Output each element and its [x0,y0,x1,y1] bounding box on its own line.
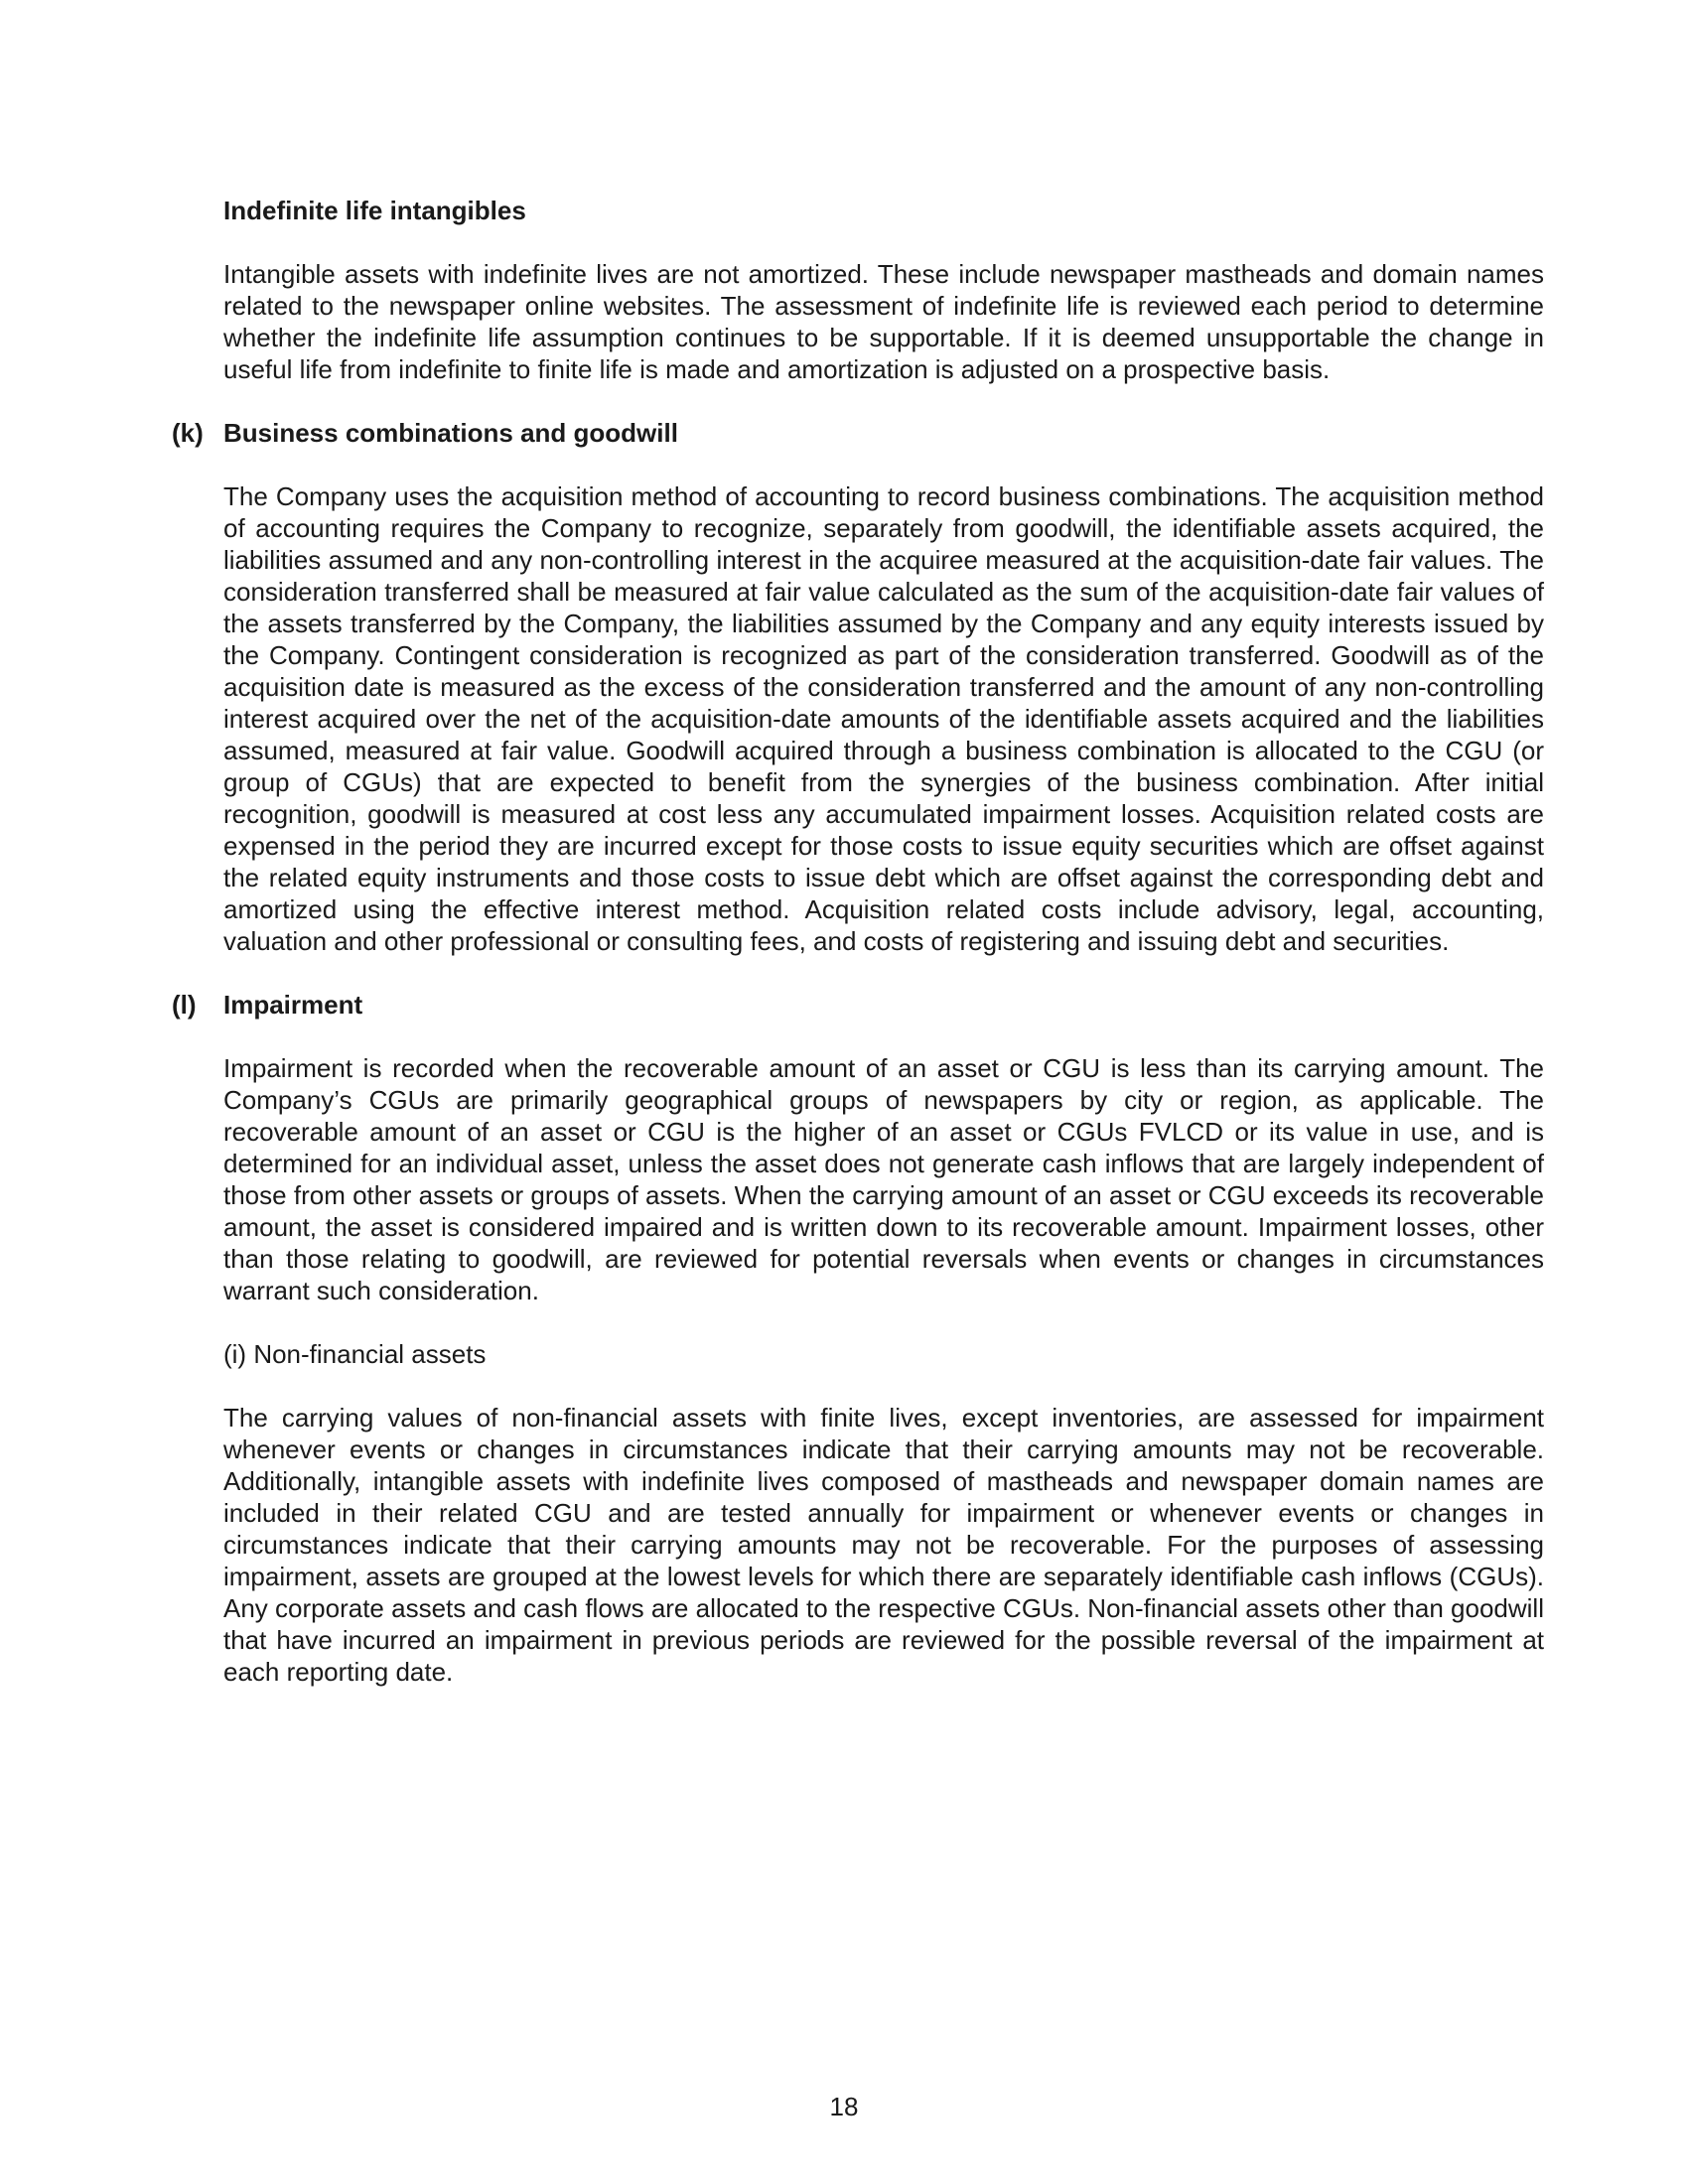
page-content [172,195,1544,1688]
indefinite-life-paragraph: Intangible assets with indefinite lives are not amortized. These include newspaper mastheads and domain names related to the newspaper online websites. The assessment of indefinite life is reviewed each period to determine whether the indefinite life assumption continues to be supportable. If it is deemed unsupportable the change in useful life from indefinite to finite life is made and amortization is adjusted on a prospective basis. [223,259,1544,384]
indefinite-life-heading: Indefinite life intangibles [223,196,526,225]
page-number: 18 [829,2092,859,2121]
non-financial-assets-paragraph: The carrying values of non-financial assets with finite lives, except inventories, are assessed for impairment whenever events or changes in circumstances indicate that their carrying amounts may not be recoverable. Additionally, intangible assets with indefinite lives composed of mastheads and newspaper domain names are included in their related CGU and are tested annually for impairment or whenever events or changes in circumstances indicate that their carrying amounts may not be recoverable. For the purposes of assessing impairment, assets are grouped at the lowest levels for which there are separately identifiable cash inflows (CGUs). Any corporate assets and cash flows are allocated to the respective CGUs. Non-financial assets other than goodwill that have incurred an impairment in previous periods are reviewed for the possible reversal of the impairment at each reporting date. [223,1403,1544,1687]
business-combinations-paragraph: The Company uses the acquisition method of accounting to record business combinations. The acquisition method of accounting requires the Company to recognize, separately from goodwill, the identifiable assets acquired, the liabilities assumed and any non-controlling interest in the acquiree measured at the acquisition-date fair values. The consideration transferred shall be measured at fair value calculated as the sum of the acquisition-date fair values of the assets transferred by the Company, the liabilities assumed by the Company and any equity interests issued by the Company. Contingent consideration is recognized as part of the consideration transferred. Goodwill as of the acquisition date is measured as the excess of the consideration transferred and the amount of any non-controlling interest acquired over the net of the acquisition-date amounts of the identifiable assets acquired and the liabilities assumed, measured at fair value. Goodwill acquired through a business combination is allocated to the CGU (or group of CGUs) that are expected to benefit from the synergies of the business combination. After initial recognition, goodwill is measured at cost less any accumulated impairment losses. Acquisition related costs are expensed in the period they are incurred except for those costs to issue equity securities which are offset against the related equity instruments and those costs to issue debt which are offset against the corresponding debt and amortized using the effective interest method. Acquisition related costs include advisory, legal, accounting, valuation and other professional or consulting fees, and costs of registering and issuing debt and securities. [223,481,1544,956]
impairment-title: Impairment [223,990,363,1020]
business-combinations-title: Business combinations and goodwill [223,418,678,448]
business-combinations-heading [172,417,1544,449]
non-financial-assets-subheading: (i) Non-financial assets [223,1339,487,1369]
section-label-l: (l) [172,990,197,1020]
section-label-k: (k) [172,418,204,448]
impairment-heading [172,989,1544,1021]
impairment-paragraph: Impairment is recorded when the recoverable amount of an asset or CGU is less than its carrying amount. The Company’s CGUs are primarily geographical groups of newspapers by city or region, as applicable. The recoverable amount of an asset or CGU is the higher of an asset or CGUs FVLCD or its value in use, and is determined for an individual asset, unless the asset does not generate cash inflows that are largely independent of those from other assets or groups of assets. When the carrying amount of an asset or CGU exceeds its recoverable amount, the asset is considered impaired and is written down to its recoverable amount. Impairment losses, other than those relating to goodwill, are reviewed for potential reversals when events or changes in circumstances warrant such consideration. [223,1053,1544,1305]
